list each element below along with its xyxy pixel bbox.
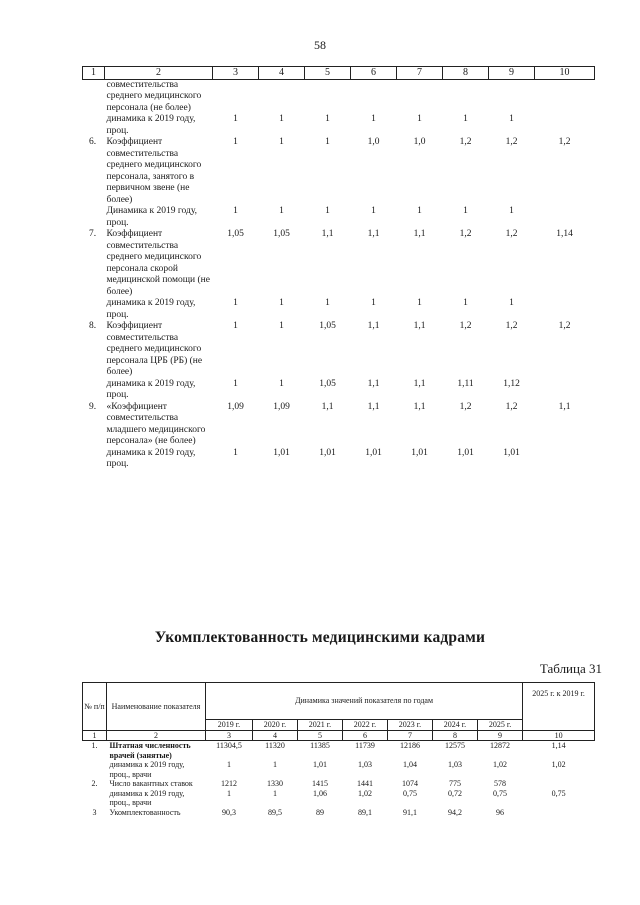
indicator-name: динамика к 2019 году, проц. [106,447,196,469]
value-cell [535,206,595,229]
value-cell: 1,2 [505,321,518,331]
value-cell: 1 [325,114,330,124]
value-cell: 1,14 [556,229,573,239]
value-cell: 1 [509,114,514,124]
value-cell: 1,02 [493,760,508,769]
indicator-name: динамика к 2019 году, проц. [106,378,196,400]
row-number: 7. [88,229,97,239]
value-cell: 1,05 [273,229,290,239]
value-cell: 1,2 [459,401,472,412]
year-header: 2023 г. [388,720,433,731]
header-num: № п/п [83,683,107,731]
value-cell [535,114,595,137]
column-index: 3 [213,67,259,80]
value-cell: 1 [233,447,238,458]
indicator-name: Укомплектованность [109,807,181,817]
value-cell: 1441 [357,779,373,788]
row-number [83,79,105,114]
table-row [83,298,595,321]
value-cell: 1,2 [459,229,472,239]
value-cell: 1 [233,137,238,147]
value-cell: 1 [273,788,277,798]
value-cell: 0,72 [448,788,462,798]
table-row [83,379,595,402]
value-cell: 90,3 [222,807,236,817]
column-index: 4 [259,67,305,80]
indicator-name: Число вакантных ставок [109,779,193,788]
value-cell: 0,75 [403,788,417,798]
value-cell [535,448,595,471]
row-number [83,298,105,321]
value-cell: 1,1 [413,378,426,389]
value-cell: 1,04 [403,760,417,769]
column-index: 7 [397,67,443,80]
column-index: 1 [83,730,107,741]
indicator-name: Коэффициент совместительства среднего медицинского персонала ЦРБ (РБ) (не более) [106,321,203,377]
table-row [83,760,595,779]
value-cell: 1 [233,298,238,308]
value-cell [523,779,595,789]
value-cell: 91,1 [403,807,417,817]
value-cell: 1,1 [321,229,334,239]
value-cell: 89,1 [358,807,372,817]
value-cell: 1 [233,321,238,331]
indicator-name: Динамика к 2019 году, проц. [106,206,198,228]
staffing-table [82,682,595,817]
value-cell: 1 [279,137,284,147]
row-number: 6. [88,137,97,147]
section-title: Укомплектованность медицинскими кадрами [154,629,486,646]
column-index: 5 [305,67,351,80]
value-cell: 1 [417,206,422,216]
value-cell: 1074 [402,779,418,788]
value-cell: 1,1 [367,321,380,331]
table-row [83,114,595,137]
value-cell: 1,2 [558,137,571,147]
value-cell: 11320 [265,741,285,750]
value-cell: 1,09 [273,401,290,412]
value-cell: 1,05 [227,229,244,239]
value-cell: 1 [417,298,422,308]
value-cell: 1415 [312,779,328,788]
column-index-row [83,730,595,741]
value-cell: 1 [325,137,330,147]
value-cell: 1 [371,114,376,124]
value-cell: 1 [509,298,514,308]
value-cell: 1,06 [313,788,327,798]
indicator-name: Коэффициент совместительства среднего медицинского персонала скорой медицинской помощи (не более) [106,229,210,297]
value-cell: 1,1 [367,378,380,389]
table-caption: Таблица 31 [539,661,602,676]
value-cell: 1 [233,114,238,124]
value-cell: 1 [227,760,231,769]
indicator-name: динамика к 2019 году, проц., врачи [109,788,185,807]
row-number [83,114,105,137]
value-cell: 1,02 [358,788,372,798]
value-cell: 1,1 [321,401,334,412]
value-cell: 11385 [310,741,330,750]
value-cell: 1330 [267,779,283,788]
row-number: 2. [91,779,98,788]
value-cell: 94,2 [448,807,462,817]
value-cell: 1,01 [457,447,474,458]
value-cell: 1,02 [551,760,566,769]
value-cell: 1 [227,788,231,798]
indicator-name: совместительства среднего медицинского персонала (не более) [106,79,202,113]
value-cell: 1 [371,206,376,216]
table-row [83,741,595,761]
value-cell [535,298,595,321]
table-row [83,229,595,298]
value-cell: 1 [233,206,238,216]
value-cell: 1,1 [413,401,426,412]
value-cell: 1,1 [367,401,380,412]
year-header: 2025 г. [478,720,523,731]
value-cell: 1,01 [411,447,428,458]
value-cell: 1 [463,206,468,216]
value-cell: 1,0 [367,137,380,147]
header-ratio: 2025 г. к 2019 г. [523,683,595,731]
value-cell: 1,14 [551,741,566,750]
value-cell: 1212 [221,779,237,788]
value-cell: 89 [316,807,324,817]
column-index: 8 [433,730,478,741]
value-cell: 1,09 [227,401,244,412]
row-number: 9. [88,401,97,412]
value-cell: 12575 [445,741,465,750]
value-cell: 1,2 [505,229,518,239]
row-number: 3 [92,807,97,817]
header-dynamics: Динамика значений показателя по годам [206,683,523,720]
column-index: 3 [206,730,253,741]
value-cell [443,79,489,114]
value-cell: 1,1 [413,229,426,239]
year-header: 2022 г. [343,720,388,731]
column-index: 7 [388,730,433,741]
value-cell [305,79,351,114]
value-cell: 11304,5 [216,741,242,750]
column-index: 10 [535,67,595,80]
table-row [83,137,595,206]
value-cell: 1 [279,206,284,216]
value-cell: 775 [449,779,461,788]
value-cell [489,79,535,114]
value-cell: 1 [463,298,468,308]
value-cell: 1,1 [558,401,571,412]
value-cell [213,79,259,114]
table-row [83,402,595,448]
table-row [83,789,595,808]
header-name: Наименование показателя [107,683,206,731]
table-row [83,321,595,379]
row-number [83,760,107,779]
value-cell: 1,1 [413,321,426,331]
value-cell [259,79,305,114]
column-index: 6 [343,730,388,741]
row-number: 1. [91,741,98,750]
year-header: 2024 г. [433,720,478,731]
value-cell: 1 [509,206,514,216]
value-cell: 1,03 [358,760,372,769]
value-cell: 1,2 [459,137,472,147]
value-cell: 0,75 [493,788,508,798]
row-number [83,448,105,471]
column-index: 10 [523,730,595,741]
value-cell [523,808,595,818]
value-cell: 1 [273,760,277,769]
value-cell [351,79,397,114]
value-cell: 1,1 [367,229,380,239]
table-row [83,808,595,818]
value-cell: 1,2 [558,321,571,331]
column-index: 2 [105,67,213,80]
value-cell: 1 [233,378,238,389]
value-cell: 1 [279,114,284,124]
indicator-name: «Коэффициент совместительства младшего медицинского персонала» (не более) [106,401,206,446]
value-cell: 1,11 [457,378,474,389]
table-row [83,79,595,114]
column-index: 1 [83,67,105,80]
indicator-name: Коэффициент совместительства среднего медицинского персонала, занятого в первичном звене (не более) [106,137,202,205]
table-row [83,448,595,471]
year-header: 2019 г. [206,720,253,731]
value-cell [535,79,595,114]
value-cell: 12872 [490,741,511,750]
value-cell: 1,01 [365,447,382,458]
value-cell: 1 [371,298,376,308]
column-index: 5 [298,730,343,741]
value-cell: 12186 [400,741,420,750]
row-number: 8. [88,321,97,331]
page-number: 58 [314,38,326,52]
column-index: 9 [489,67,535,80]
year-header: 2020 г. [253,720,298,731]
value-cell: 1 [325,206,330,216]
value-cell: 1,01 [273,447,290,458]
column-index: 4 [253,730,298,741]
row-number [83,379,105,402]
value-cell: 1,12 [503,378,520,389]
row-number [83,789,107,808]
row-number [83,206,105,229]
value-cell: 0,75 [551,788,566,798]
value-cell [397,79,443,114]
value-cell: 1,05 [319,321,336,331]
value-cell: 1,2 [459,321,472,331]
value-cell: 1,01 [503,447,520,458]
value-cell: 578 [494,779,507,788]
value-cell: 1 [417,114,422,124]
value-cell: 1,05 [319,378,336,389]
value-cell: 96 [496,807,505,817]
value-cell: 1,01 [313,760,327,769]
value-cell: 1,0 [413,137,426,147]
column-index: 2 [107,730,206,741]
value-cell: 89,5 [268,807,282,817]
table-row [83,779,595,789]
value-cell: 1 [279,378,284,389]
year-header: 2021 г. [298,720,343,731]
coefficient-table [82,66,595,471]
value-cell [535,379,595,402]
indicator-name: Штатная численность врачей (занятые) [109,741,191,760]
value-cell: 1 [463,114,468,124]
indicator-name: динамика к 2019 году, проц. [106,298,196,320]
value-cell: 1 [325,298,330,308]
column-index: 8 [443,67,489,80]
column-index: 9 [478,730,523,741]
value-cell: 1,03 [448,760,462,769]
column-index-row [83,67,595,80]
value-cell: 1,2 [505,137,518,147]
value-cell: 1 [279,321,284,331]
table-row [83,206,595,229]
indicator-name: динамика к 2019 году, проц. [106,114,196,136]
column-index: 6 [351,67,397,80]
value-cell: 1,01 [319,447,336,458]
indicator-name: динамика к 2019 году, проц., врачи [109,760,185,779]
value-cell: 11739 [355,741,375,750]
value-cell: 1,2 [505,401,518,412]
value-cell: 1 [279,298,284,308]
